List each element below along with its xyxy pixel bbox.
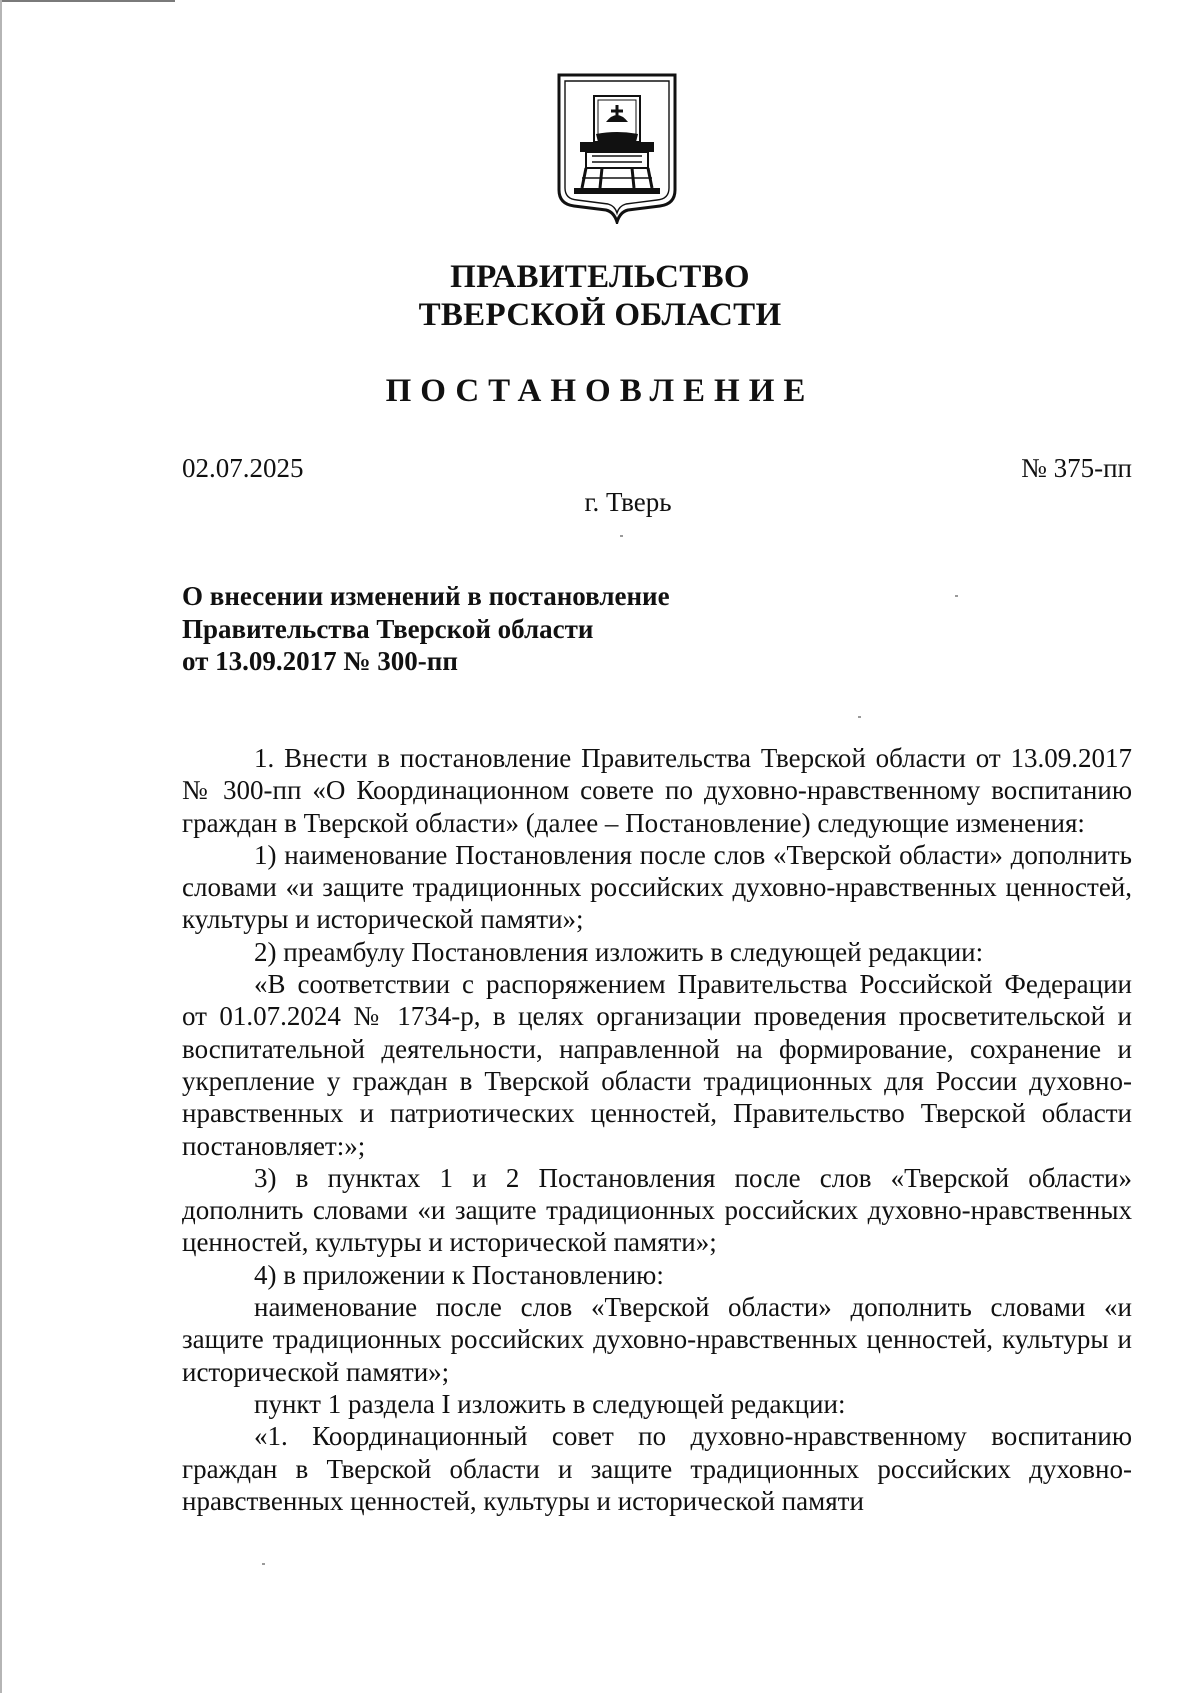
body-paragraph: наименование после слов «Тверской области» дополнить словами «и защите традиционных российских духовно-нравственных ценностей, культуры и исторической памяти»; — [182, 1292, 1132, 1387]
scan-speck — [262, 1563, 265, 1565]
body-paragraph: 3) в пунктах 1 и 2 Постановления после слов «Тверской области» дополнить словами «и защите традиционных российских духовно-нравственных ценностей, культуры и исторической памяти»; — [182, 1162, 1132, 1258]
government-name-line1: ПРАВИТЕЛЬСТВО — [450, 259, 750, 295]
subject-line: О внесении изменений в постановление — [182, 581, 670, 611]
document-type-title: ПОСТАНОВЛЕНИЕ — [385, 373, 815, 409]
document-city: г. Тверь — [584, 487, 672, 517]
document-body — [182, 742, 1132, 1517]
document-date: 02.07.2025 — [182, 453, 304, 483]
body-paragraph: «В соответствии с распоряжением Правительства Российской Федерации от 01.07.2024 № 1734-р, в целях организации проведения просветительской и воспитательной деятельности, направленной на формирование, сохранение и укрепление у граждан в Тверской области традиционных для России духовно-нравственных и патриотических ценностей, Правительство Тверской области постановляет:»; — [182, 969, 1132, 1161]
body-paragraph: «1. Координационный совет по духовно-нравственному воспитанию граждан в Тверской области и защите традиционных российских духовно-нравственных ценностей, культуры и исторической памяти — [182, 1421, 1132, 1516]
body-paragraph: 2) преамбулу Постановления изложить в следующей редакции: — [254, 936, 984, 967]
body-paragraph: пункт 1 раздела I изложить в следующей редакции: — [254, 1388, 846, 1419]
scan-speck — [955, 595, 958, 597]
subject-line: от 13.09.2017 № 300-пп — [182, 646, 458, 676]
scan-edge-mark — [0, 0, 175, 2]
government-name-line2: ТВЕРСКОЙ ОБЛАСТИ — [418, 297, 782, 333]
body-paragraph: 1) наименование Постановления после слов «Тверской области» дополнить словами «и защите традиционных российских духовно-нравственных ценностей, культуры и исторической памяти»; — [182, 839, 1132, 935]
tver-coat-of-arms-icon — [556, 72, 678, 224]
scan-speck — [858, 716, 861, 718]
body-paragraph: 4) в приложении к Постановлению: — [254, 1259, 664, 1290]
body-paragraph: 1. Внести в постановление Правительства Тверской области от 13.09.2017 № 300-пп «О Координационном совете по духовно-нравственному воспитанию граждан в Тверской области» (далее – Постановление) следующие изменения: — [182, 743, 1132, 838]
scan-speck — [620, 535, 623, 537]
document-number: № 375-пп — [1021, 453, 1132, 483]
scan-edge-line — [0, 0, 2, 1693]
document-subject — [182, 580, 982, 678]
subject-line: Правительства Тверской области — [182, 613, 594, 644]
